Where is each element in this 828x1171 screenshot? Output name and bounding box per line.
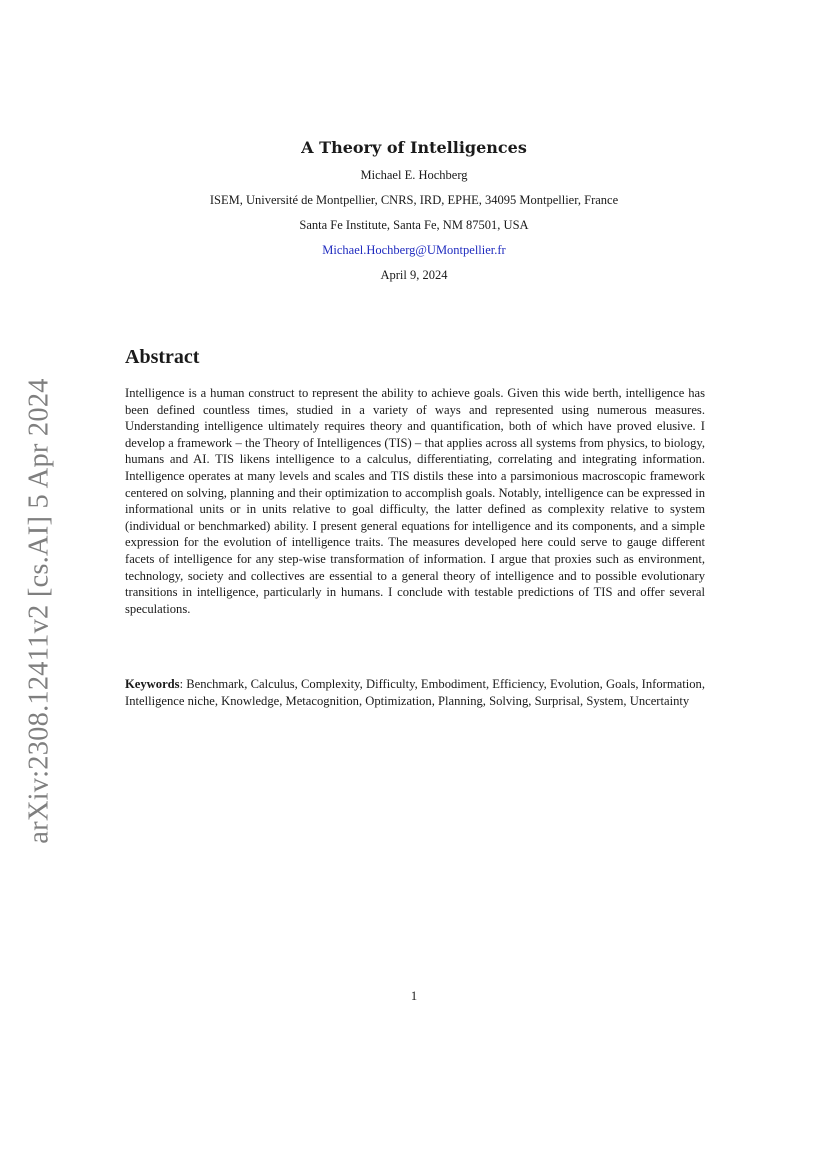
keywords-list: : Benchmark, Calculus, Complexity, Difficulty, Embodiment, Efficiency, Evolution, Goals, Information, Intelligence niche, Knowledge, Metacognition, Optimization, Planning, Solving, Surprisal, System, Uncertainty <box>125 677 705 708</box>
affiliation-secondary: Santa Fe Institute, Santa Fe, NM 87501, USA <box>299 218 529 232</box>
publication-date: April 9, 2024 <box>380 268 448 282</box>
abstract-heading: Abstract <box>125 346 200 368</box>
abstract-text: Intelligence is a human construct to represent the ability to achieve goals. Given this wide berth, intelligence has been defined countless times, studied in a variety of ways and represented using numerous measures. Understanding intelligence ultimately requires theory and quantification, both of which have proved elusive. I develop a framework – the Theory of Intelligences (TIS) – that applies across all systems from physics, to biology, humans and AI. TIS likens intelligence to a calculus, differentiating, correlating and integrating information. Intelligence operates at many levels and scales and TIS distils these into a parsimonious macroscopic framework centered on solving, planning and their optimization to accomplish goals. Notably, intelligence can be expressed in informational units or in units relative to goal difficulty, the latter defined as complexity relative to system (individual or benchmarked) ability. I present general equations for intelligence and its components, and a simple expression for the evolution of intelligence traits. The measures developed here could serve to gauge different facets of intelligence for any step-wise transformation of information. I argue that proxies such as environment, technology, society and collectives are essential to a general theory of intelligence and to possible evolutionary transitions in intelligence, particularly in humans. I conclude with testable predictions of TIS and offer several speculations. <box>125 386 705 616</box>
author-email-link[interactable]: Michael.Hochberg@UMontpellier.fr <box>322 243 506 257</box>
author-name: Michael E. Hochberg <box>360 168 468 182</box>
arxiv-stamp-text: arXiv:2308.12411v2 [cs.AI] 5 Apr 2024 <box>24 378 56 844</box>
keywords-label: Keywords <box>125 677 180 691</box>
paper-title: A Theory of Intelligences <box>301 138 527 157</box>
affiliation-primary: ISEM, Université de Montpellier, CNRS, IRD, EPHE, 34095 Montpellier, France <box>209 193 619 207</box>
arxiv-stamp <box>20 378 60 844</box>
page-number: 1 <box>410 989 418 1003</box>
keywords-paragraph <box>125 676 705 709</box>
